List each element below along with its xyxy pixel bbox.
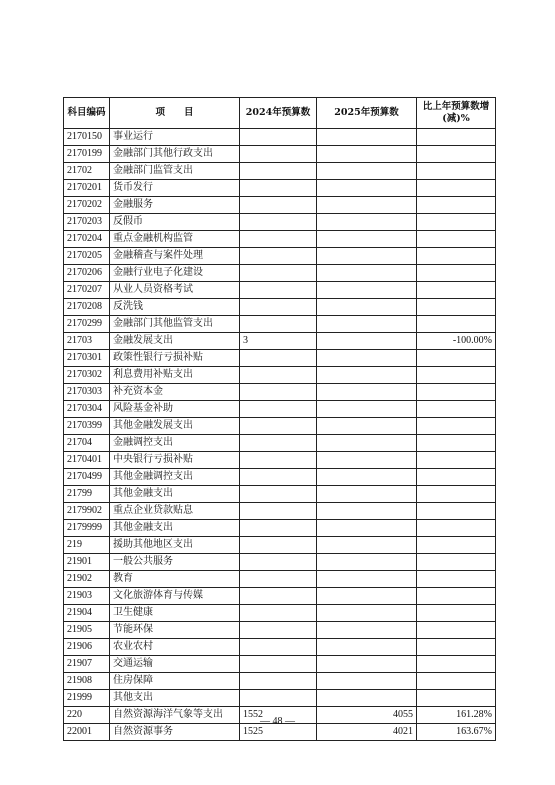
row-change: 163.67%	[417, 724, 496, 741]
row-code: 2179902	[64, 503, 110, 520]
table-row	[64, 673, 496, 690]
row-budget-2024	[240, 673, 317, 690]
row-code: 21902	[64, 571, 110, 588]
row-budget-2024	[240, 350, 317, 367]
table-row	[64, 605, 496, 622]
row-budget-2025	[317, 367, 417, 384]
row-name: 交通运输	[110, 656, 240, 673]
row-budget-2025	[317, 299, 417, 316]
row-budget-2024	[240, 520, 317, 537]
row-code: 2170150	[64, 129, 110, 146]
row-name: 其他金融发展支出	[110, 418, 240, 435]
row-budget-2025	[317, 588, 417, 605]
row-code: 2170207	[64, 282, 110, 299]
row-code: 2170208	[64, 299, 110, 316]
row-change	[417, 316, 496, 333]
row-change	[417, 588, 496, 605]
row-budget-2025	[317, 282, 417, 299]
table-body	[64, 129, 496, 741]
table-row	[64, 214, 496, 231]
row-budget-2024	[240, 384, 317, 401]
row-budget-2024	[240, 452, 317, 469]
row-budget-2025	[317, 197, 417, 214]
header-code: 科目编码	[64, 98, 110, 129]
table-row	[64, 520, 496, 537]
row-budget-2025	[317, 469, 417, 486]
row-name: 反洗钱	[110, 299, 240, 316]
row-budget-2024: 3	[240, 333, 317, 350]
row-code: 21702	[64, 163, 110, 180]
row-budget-2024	[240, 129, 317, 146]
page-number: — 48 —	[260, 716, 295, 727]
row-budget-2025	[317, 435, 417, 452]
row-code: 2170199	[64, 146, 110, 163]
row-name: 文化旅游体育与传媒	[110, 588, 240, 605]
row-name: 金融服务	[110, 197, 240, 214]
row-code: 21704	[64, 435, 110, 452]
row-change	[417, 367, 496, 384]
table-row	[64, 435, 496, 452]
row-code: 21901	[64, 554, 110, 571]
row-budget-2025	[317, 656, 417, 673]
row-change: 161.28%	[417, 707, 496, 724]
row-budget-2025	[317, 520, 417, 537]
row-budget-2024	[240, 571, 317, 588]
row-budget-2025	[317, 673, 417, 690]
row-code: 22001	[64, 724, 110, 741]
row-change	[417, 214, 496, 231]
row-code: 21908	[64, 673, 110, 690]
row-budget-2025	[317, 180, 417, 197]
table-row	[64, 384, 496, 401]
row-budget-2024	[240, 197, 317, 214]
row-name: 中央银行亏损补贴	[110, 452, 240, 469]
table-row	[64, 503, 496, 520]
table-row	[64, 418, 496, 435]
table-row	[64, 180, 496, 197]
row-name: 货币发行	[110, 180, 240, 197]
budget-table	[63, 97, 496, 741]
row-budget-2025	[317, 554, 417, 571]
table-row	[64, 486, 496, 503]
row-budget-2025	[317, 452, 417, 469]
row-name: 补充资本金	[110, 384, 240, 401]
row-code: 21907	[64, 656, 110, 673]
row-budget-2024	[240, 503, 317, 520]
row-name: 金融部门其他监管支出	[110, 316, 240, 333]
row-budget-2024	[240, 554, 317, 571]
row-budget-2025	[317, 690, 417, 707]
table-row	[64, 367, 496, 384]
row-name: 自然资源事务	[110, 724, 240, 741]
table-row	[64, 350, 496, 367]
table-row	[64, 401, 496, 418]
row-name: 其他金融调控支出	[110, 469, 240, 486]
row-change	[417, 503, 496, 520]
row-name: 自然资源海洋气象等支出	[110, 707, 240, 724]
row-budget-2025	[317, 639, 417, 656]
row-change	[417, 248, 496, 265]
row-change	[417, 129, 496, 146]
row-budget-2024	[240, 248, 317, 265]
row-budget-2024: 1552	[240, 707, 317, 724]
row-change	[417, 231, 496, 248]
row-name: 金融部门监管支出	[110, 163, 240, 180]
row-budget-2025	[317, 265, 417, 282]
table-row	[64, 690, 496, 707]
row-budget-2025	[317, 486, 417, 503]
header-budget-2025: 2025年预算数	[317, 98, 417, 129]
row-budget-2024	[240, 163, 317, 180]
table-row	[64, 554, 496, 571]
row-code: 2179999	[64, 520, 110, 537]
row-name: 住房保障	[110, 673, 240, 690]
table-row	[64, 571, 496, 588]
row-budget-2025	[317, 571, 417, 588]
row-budget-2024	[240, 469, 317, 486]
row-budget-2024	[240, 231, 317, 248]
row-budget-2024	[240, 486, 317, 503]
row-budget-2024	[240, 214, 317, 231]
row-code: 2170303	[64, 384, 110, 401]
row-code: 2170204	[64, 231, 110, 248]
row-budget-2025: 4055	[317, 707, 417, 724]
row-code: 2170301	[64, 350, 110, 367]
row-code: 2170299	[64, 316, 110, 333]
row-name: 金融稽查与案件处理	[110, 248, 240, 265]
row-change	[417, 401, 496, 418]
row-budget-2024	[240, 401, 317, 418]
row-budget-2025	[317, 316, 417, 333]
row-change	[417, 197, 496, 214]
row-budget-2025	[317, 163, 417, 180]
row-name: 节能环保	[110, 622, 240, 639]
table-row	[64, 299, 496, 316]
row-budget-2024	[240, 588, 317, 605]
row-name: 其他支出	[110, 690, 240, 707]
table-row	[64, 146, 496, 163]
row-change	[417, 554, 496, 571]
row-change	[417, 435, 496, 452]
row-code: 2170302	[64, 367, 110, 384]
row-change	[417, 163, 496, 180]
row-budget-2024	[240, 146, 317, 163]
row-budget-2024	[240, 622, 317, 639]
row-change	[417, 537, 496, 554]
row-name: 重点金融机构监管	[110, 231, 240, 248]
row-change	[417, 571, 496, 588]
row-change	[417, 384, 496, 401]
row-code: 2170206	[64, 265, 110, 282]
table-header-row	[64, 98, 496, 129]
row-budget-2024	[240, 316, 317, 333]
row-name: 金融调控支出	[110, 435, 240, 452]
table-row	[64, 333, 496, 350]
row-change	[417, 452, 496, 469]
table-row	[64, 248, 496, 265]
row-budget-2025	[317, 537, 417, 554]
row-code: 21903	[64, 588, 110, 605]
row-code: 2170401	[64, 452, 110, 469]
row-budget-2024	[240, 299, 317, 316]
row-change	[417, 350, 496, 367]
table-row	[64, 265, 496, 282]
row-code: 2170399	[64, 418, 110, 435]
table-row	[64, 452, 496, 469]
table-row	[64, 282, 496, 299]
table-row	[64, 231, 496, 248]
row-change	[417, 282, 496, 299]
header-name: 项 目	[110, 98, 240, 129]
table-row	[64, 639, 496, 656]
table-row	[64, 622, 496, 639]
table-row	[64, 316, 496, 333]
row-budget-2025	[317, 384, 417, 401]
row-budget-2025: 4021	[317, 724, 417, 741]
row-change	[417, 622, 496, 639]
row-budget-2024	[240, 605, 317, 622]
row-name: 卫生健康	[110, 605, 240, 622]
row-change	[417, 265, 496, 282]
row-name: 从业人员资格考试	[110, 282, 240, 299]
row-code: 21703	[64, 333, 110, 350]
row-name: 其他金融支出	[110, 520, 240, 537]
table-row	[64, 163, 496, 180]
row-budget-2024	[240, 367, 317, 384]
row-name: 教育	[110, 571, 240, 588]
row-change	[417, 299, 496, 316]
row-code: 21905	[64, 622, 110, 639]
row-change	[417, 486, 496, 503]
row-change	[417, 469, 496, 486]
row-change	[417, 639, 496, 656]
row-budget-2025	[317, 333, 417, 350]
row-budget-2024	[240, 639, 317, 656]
row-name: 金融行业电子化建设	[110, 265, 240, 282]
table-row	[64, 129, 496, 146]
row-budget-2024	[240, 656, 317, 673]
row-change	[417, 180, 496, 197]
row-change	[417, 418, 496, 435]
row-code: 2170203	[64, 214, 110, 231]
row-budget-2024	[240, 418, 317, 435]
row-budget-2025	[317, 146, 417, 163]
row-name: 风险基金补助	[110, 401, 240, 418]
row-budget-2024	[240, 537, 317, 554]
row-budget-2025	[317, 418, 417, 435]
row-name: 援助其他地区支出	[110, 537, 240, 554]
row-name: 农业农村	[110, 639, 240, 656]
row-budget-2025	[317, 248, 417, 265]
row-budget-2025	[317, 401, 417, 418]
header-change: 比上年预算数增(减)%	[417, 98, 496, 129]
row-budget-2025	[317, 605, 417, 622]
row-name: 反假币	[110, 214, 240, 231]
row-change	[417, 520, 496, 537]
row-code: 219	[64, 537, 110, 554]
row-change	[417, 146, 496, 163]
row-name: 事业运行	[110, 129, 240, 146]
row-budget-2025	[317, 503, 417, 520]
table-row	[64, 197, 496, 214]
row-code: 21904	[64, 605, 110, 622]
row-change	[417, 656, 496, 673]
row-code: 21999	[64, 690, 110, 707]
row-name: 政策性银行亏损补贴	[110, 350, 240, 367]
row-budget-2024: 1525	[240, 724, 317, 741]
row-change	[417, 673, 496, 690]
table-row	[64, 656, 496, 673]
row-budget-2024	[240, 282, 317, 299]
row-budget-2024	[240, 180, 317, 197]
row-budget-2024	[240, 690, 317, 707]
table-row	[64, 537, 496, 554]
row-budget-2025	[317, 231, 417, 248]
row-name: 其他金融支出	[110, 486, 240, 503]
row-change	[417, 605, 496, 622]
row-code: 2170202	[64, 197, 110, 214]
row-code: 2170304	[64, 401, 110, 418]
header-budget-2024: 2024年预算数	[240, 98, 317, 129]
row-budget-2024	[240, 265, 317, 282]
row-change	[417, 690, 496, 707]
row-name: 一般公共服务	[110, 554, 240, 571]
row-budget-2025	[317, 350, 417, 367]
row-code: 21799	[64, 486, 110, 503]
row-budget-2025	[317, 622, 417, 639]
table-row	[64, 469, 496, 486]
table-row	[64, 588, 496, 605]
row-code: 2170205	[64, 248, 110, 265]
row-code: 220	[64, 707, 110, 724]
row-name: 重点企业贷款贴息	[110, 503, 240, 520]
row-name: 金融部门其他行政支出	[110, 146, 240, 163]
row-change: -100.00%	[417, 333, 496, 350]
row-code: 2170201	[64, 180, 110, 197]
row-name: 金融发展支出	[110, 333, 240, 350]
row-budget-2025	[317, 129, 417, 146]
row-code: 21906	[64, 639, 110, 656]
row-budget-2024	[240, 435, 317, 452]
row-budget-2025	[317, 214, 417, 231]
row-name: 利息费用补贴支出	[110, 367, 240, 384]
row-code: 2170499	[64, 469, 110, 486]
